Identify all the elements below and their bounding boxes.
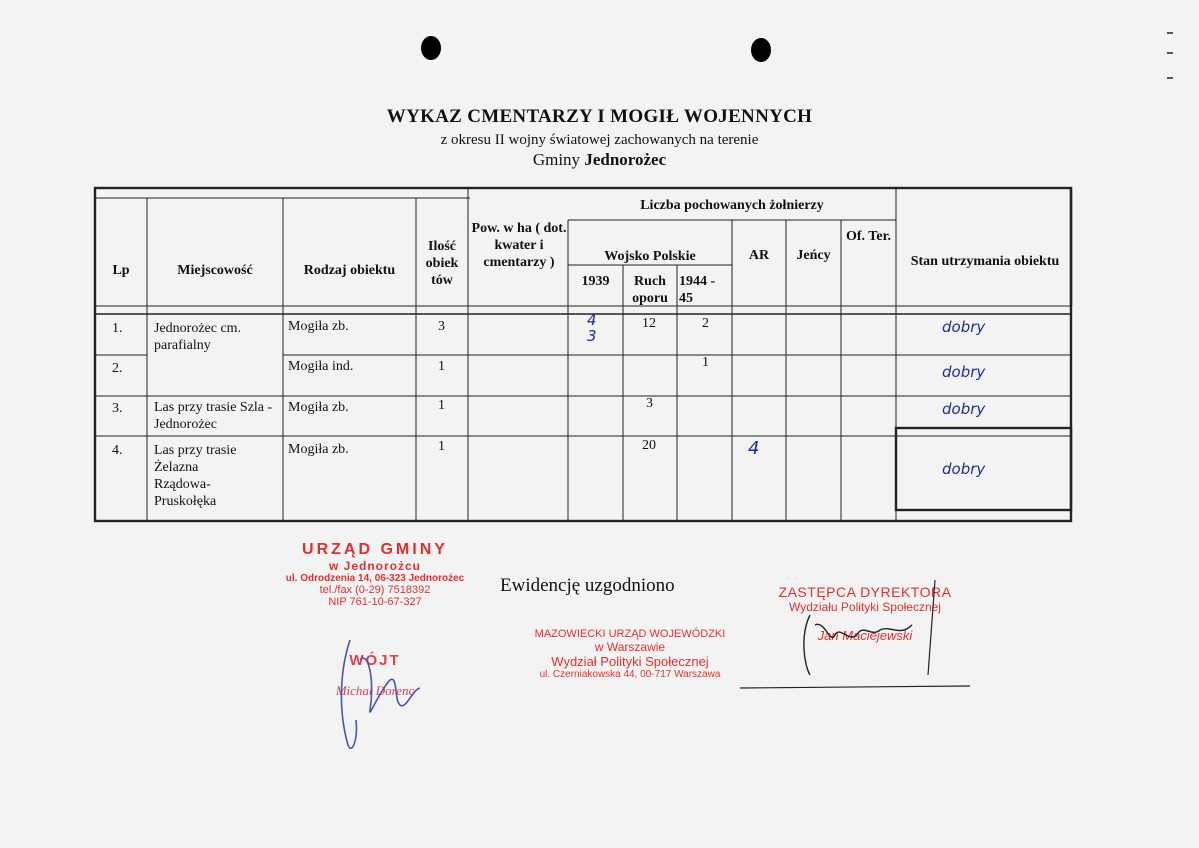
row3-rodzaj: Mogiła zb. [288,400,349,415]
stamp-maz-l1: MAZOWIECKI URZĄD WOJEWÓDZKI [534,628,726,640]
row4-stan: dobry [942,460,986,478]
header-pow: Pow. w ha ( dot. kwater i cmentarzy ) [471,221,567,270]
ewidencja-text: Ewidencję uzgodniono [500,575,675,596]
header-jency: Jeńcy [796,248,831,263]
stamp-gmina-phone: tel./fax (0-29) 7518392 [319,584,431,596]
row4-ilosc: 1 [438,439,445,454]
header-miejscowosc: Miejscowość [177,263,253,278]
row2-lp: 2. [112,361,123,376]
row1-ruch: 12 [642,316,656,331]
row1-stan: dobry [942,318,986,336]
stamp-gmina-nip: NIP 761-10-67-327 [328,596,422,608]
header-liczba: Liczba pochowanych żołnierzy [640,198,824,213]
dyrektor-signature [740,575,970,695]
stamp-gmina-address: ul. Odrodzenia 14, 06-323 Jednorożec [285,573,465,584]
header-ar: AR [748,248,770,263]
stamp-dyr-l1: ZASTĘPCA DYREKTORA [778,584,952,600]
header-stan: Stan utrzymania obiektu [910,254,1060,269]
margin-mark [1167,52,1173,54]
header-rodzaj: Rodzaj obiektu [303,263,396,278]
row1-ilosc: 3 [438,319,445,334]
stamp-maz-l3: Wydział Polityki Społecznej [551,654,709,669]
row3-stan: dobry [942,400,986,418]
header-lp: Lp [112,263,130,278]
document-title: WYKAZ CMENTARZY I MOGIŁ WOJENNYCH [386,106,813,127]
margin-mark [1167,77,1173,79]
row4-miejscowosc: Las przy trasie Żelazna Rządowa-Pruskołęka [154,443,237,509]
header-of-ter: Of. Ter. [846,229,891,244]
row1-miejscowosc: Jednorożec cm. parafialny [154,321,242,353]
row2-stan: dobry [942,363,986,381]
stamp-maz-l2: w Warszawie [594,640,666,654]
stamp-urzad-gminy [270,541,480,608]
stamp-mazowiecki [520,628,740,680]
row2-1944: 1 [702,355,709,370]
stamp-gmina-title: URZĄD GMINY [302,541,448,558]
row1-1939: 4 3 [587,311,597,345]
row3-ruch: 3 [646,396,653,411]
stamp-dyr-l3: Jan Maciejewski [817,628,913,643]
row1-rodzaj: Mogiła zb. [288,319,349,334]
document-subtitle: z okresu II wojny światowej zachowanych na terenie [440,132,759,148]
punch-hole-right [751,38,771,62]
row2-rodzaj: Mogiła ind. [288,359,354,374]
row1-1944: 2 [702,316,709,331]
header-ruch-oporu: Ruch oporu [632,274,668,306]
row4-lp: 4. [112,443,123,458]
stamp-maz-l4: ul. Czerniakowska 44, 00-717 Warszawa [539,669,721,680]
wojt-signature [320,620,440,760]
row3-lp: 3. [112,401,123,416]
margin-mark [1167,32,1173,34]
stamp-wojt-title: WÓJT [349,652,401,669]
header-wojsko: Wojsko Polskie [604,249,696,264]
stamp-wojt-name: Michał Dorenc [335,683,415,698]
row3-miejscowosc: Las przy trasie Szla - Jednorożec [154,400,273,432]
row4-rodzaj: Mogiła zb. [288,442,349,457]
document-municipality [0,150,1199,170]
header-1944-45: 1944 - 45 [679,274,716,306]
header-ilosc: Ilość obiek tów [425,239,459,288]
row4-ruch: 20 [642,438,656,453]
municipality-prefix: Gminy [532,150,581,169]
stamp-dyr-l2: Wydziału Polityki Społecznej [789,600,941,614]
header-1939: 1939 [581,274,610,289]
row2-ilosc: 1 [438,359,445,374]
row3-ilosc: 1 [438,398,445,413]
row4-ar: 4 [748,438,760,459]
stamp-gmina-town: w Jednorożcu [328,559,421,573]
municipality-name: Jednorożec [584,150,667,169]
punch-hole-left [421,36,441,60]
row1-lp: 1. [112,321,123,336]
